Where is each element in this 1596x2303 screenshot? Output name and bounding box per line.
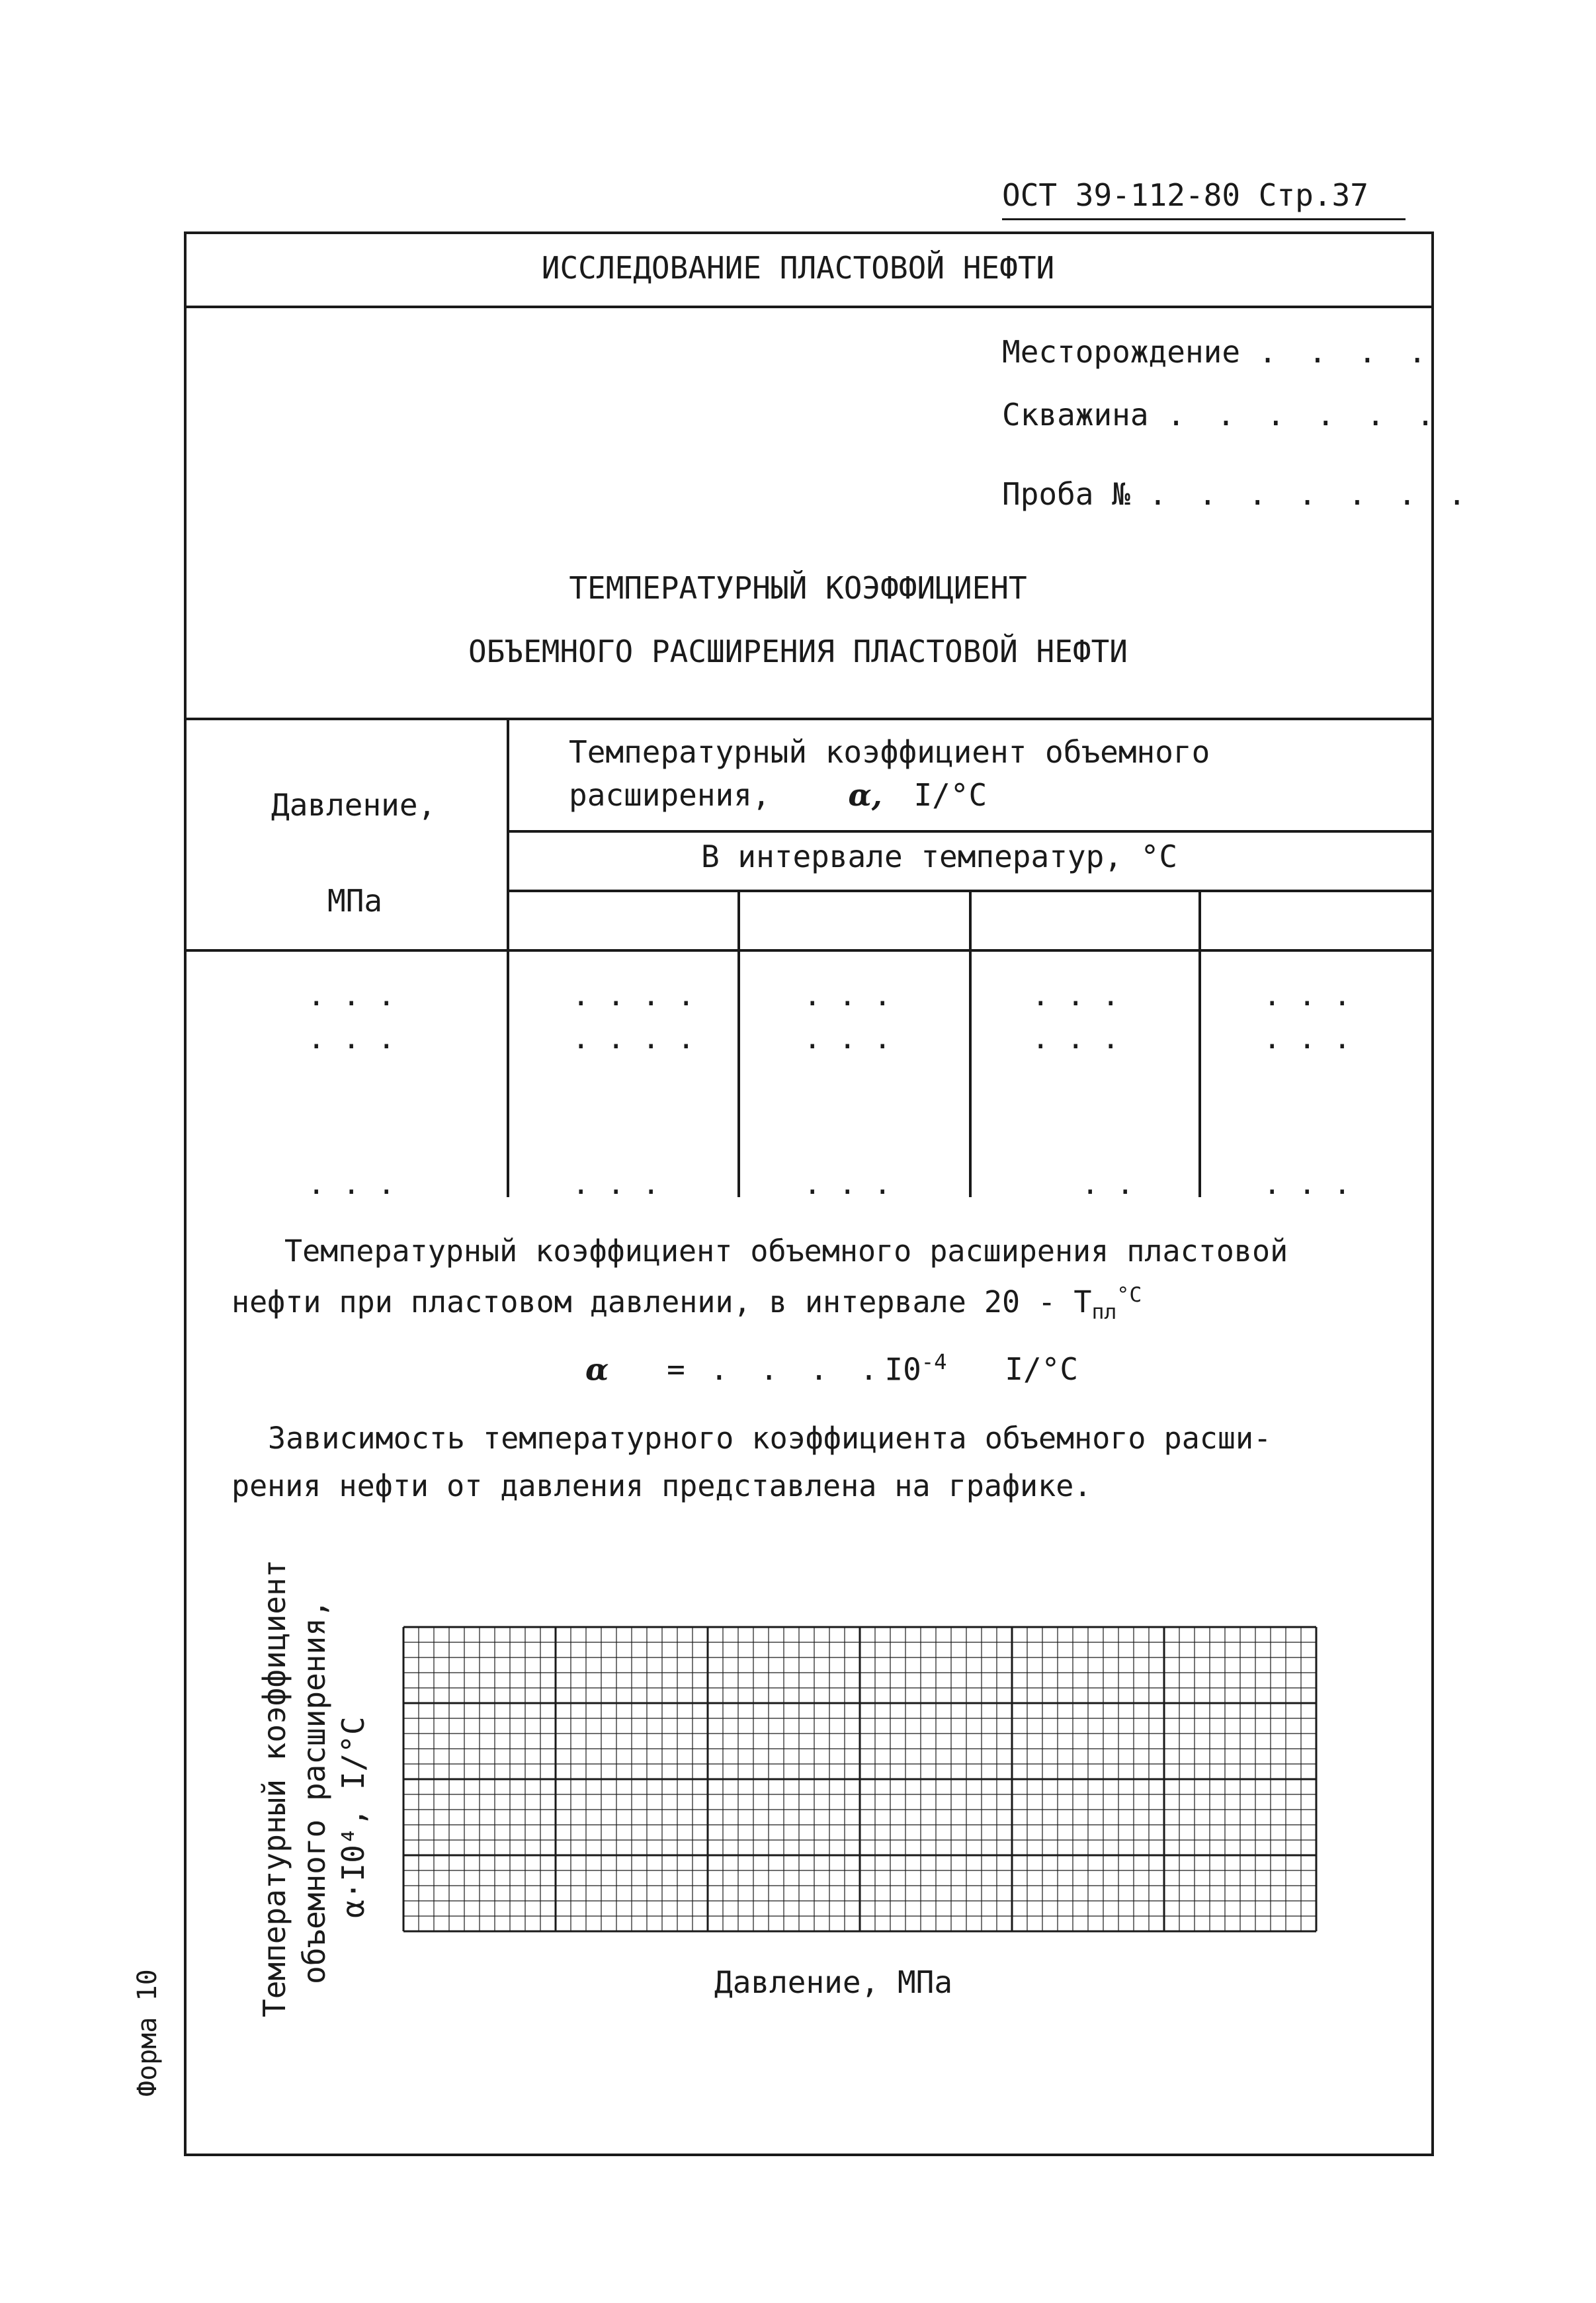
reservoir-subscript: пл bbox=[1091, 1300, 1117, 1324]
formula-unit: I/°C bbox=[1005, 1351, 1079, 1388]
field-name-leader: . . . . bbox=[1258, 334, 1433, 370]
y-axis-label-3: α·I0⁴, I/°C bbox=[335, 1716, 371, 1918]
table-interval-divider bbox=[509, 890, 1434, 892]
table-header-bottom bbox=[184, 949, 1434, 952]
document-reference: ОСТ 39-112-80 Стр.37 bbox=[1002, 177, 1368, 213]
table-col-divider-1 bbox=[507, 718, 509, 1197]
celsius-unit: °C bbox=[1116, 1283, 1142, 1307]
paragraph-1-line-1: Температурный коэффициент объемного расширения пластовой bbox=[284, 1234, 1288, 1269]
pressure-unit-header: МПа bbox=[327, 883, 383, 919]
form-title: ИССЛЕДОВАНИЕ ПЛАСТОВОЙ НЕФТИ bbox=[541, 250, 1055, 286]
formula-alpha: α bbox=[585, 1351, 609, 1388]
formula-dots: . . . . bbox=[710, 1351, 885, 1388]
paragraph-2-line-2: рения нефти от давления представлена на графике. bbox=[231, 1468, 1092, 1503]
formula-base: I0 bbox=[884, 1351, 921, 1388]
well-leader: . . . . . . bbox=[1167, 397, 1441, 433]
subtitle-line-2: ОБЪЕМНОГО РАСШИРЕНИЯ ПЛАСТОВОЙ НЕФТИ bbox=[468, 634, 1128, 669]
table-coef-divider bbox=[509, 830, 1434, 833]
pressure-header: Давление, bbox=[271, 787, 437, 823]
sample-label: Проба № . . . . . . . bbox=[1002, 476, 1473, 512]
coef-unit: I/°C bbox=[913, 777, 987, 813]
blank-chart-grid bbox=[397, 1614, 1323, 1945]
table-top-line bbox=[184, 718, 1434, 720]
sample-leader: . . . . . . . bbox=[1148, 476, 1473, 512]
interval-header: В интервале температур, °C bbox=[701, 839, 1178, 874]
x-axis-label: Давление, МПа bbox=[714, 1964, 953, 2000]
coef-header-line-1: Температурный коэффициент объемного bbox=[569, 734, 1210, 770]
well-label: Скважина . . . . . . bbox=[1002, 397, 1441, 433]
coef-header-line-2: расширения, α, I/°C bbox=[569, 777, 987, 813]
formula-exponent: -4 bbox=[921, 1349, 947, 1374]
field-name-label: Месторождение . . . . bbox=[1002, 334, 1433, 370]
formula bbox=[585, 1349, 1078, 1387]
paragraph-1-line-2: нефти при пластовом давлении, в интервале $20 - T_{пл}^{^\circ C}$ bbox=[231, 1283, 1142, 1324]
alpha-symbol: α, bbox=[848, 777, 882, 813]
table-col-divider-3 bbox=[969, 890, 972, 1197]
title-divider bbox=[184, 306, 1434, 308]
table-col-divider-4 bbox=[1198, 890, 1201, 1197]
table-col-divider-2 bbox=[737, 890, 740, 1197]
paragraph-2-line-1: Зависимость температурного коэффициента объемного расши- bbox=[268, 1421, 1272, 1456]
formula-equals: = bbox=[667, 1351, 685, 1388]
header-underline bbox=[1002, 218, 1406, 220]
subtitle-line-1: ТЕМПЕРАТУРНЫЙ КОЭФФИЦИЕНТ bbox=[569, 570, 1027, 606]
